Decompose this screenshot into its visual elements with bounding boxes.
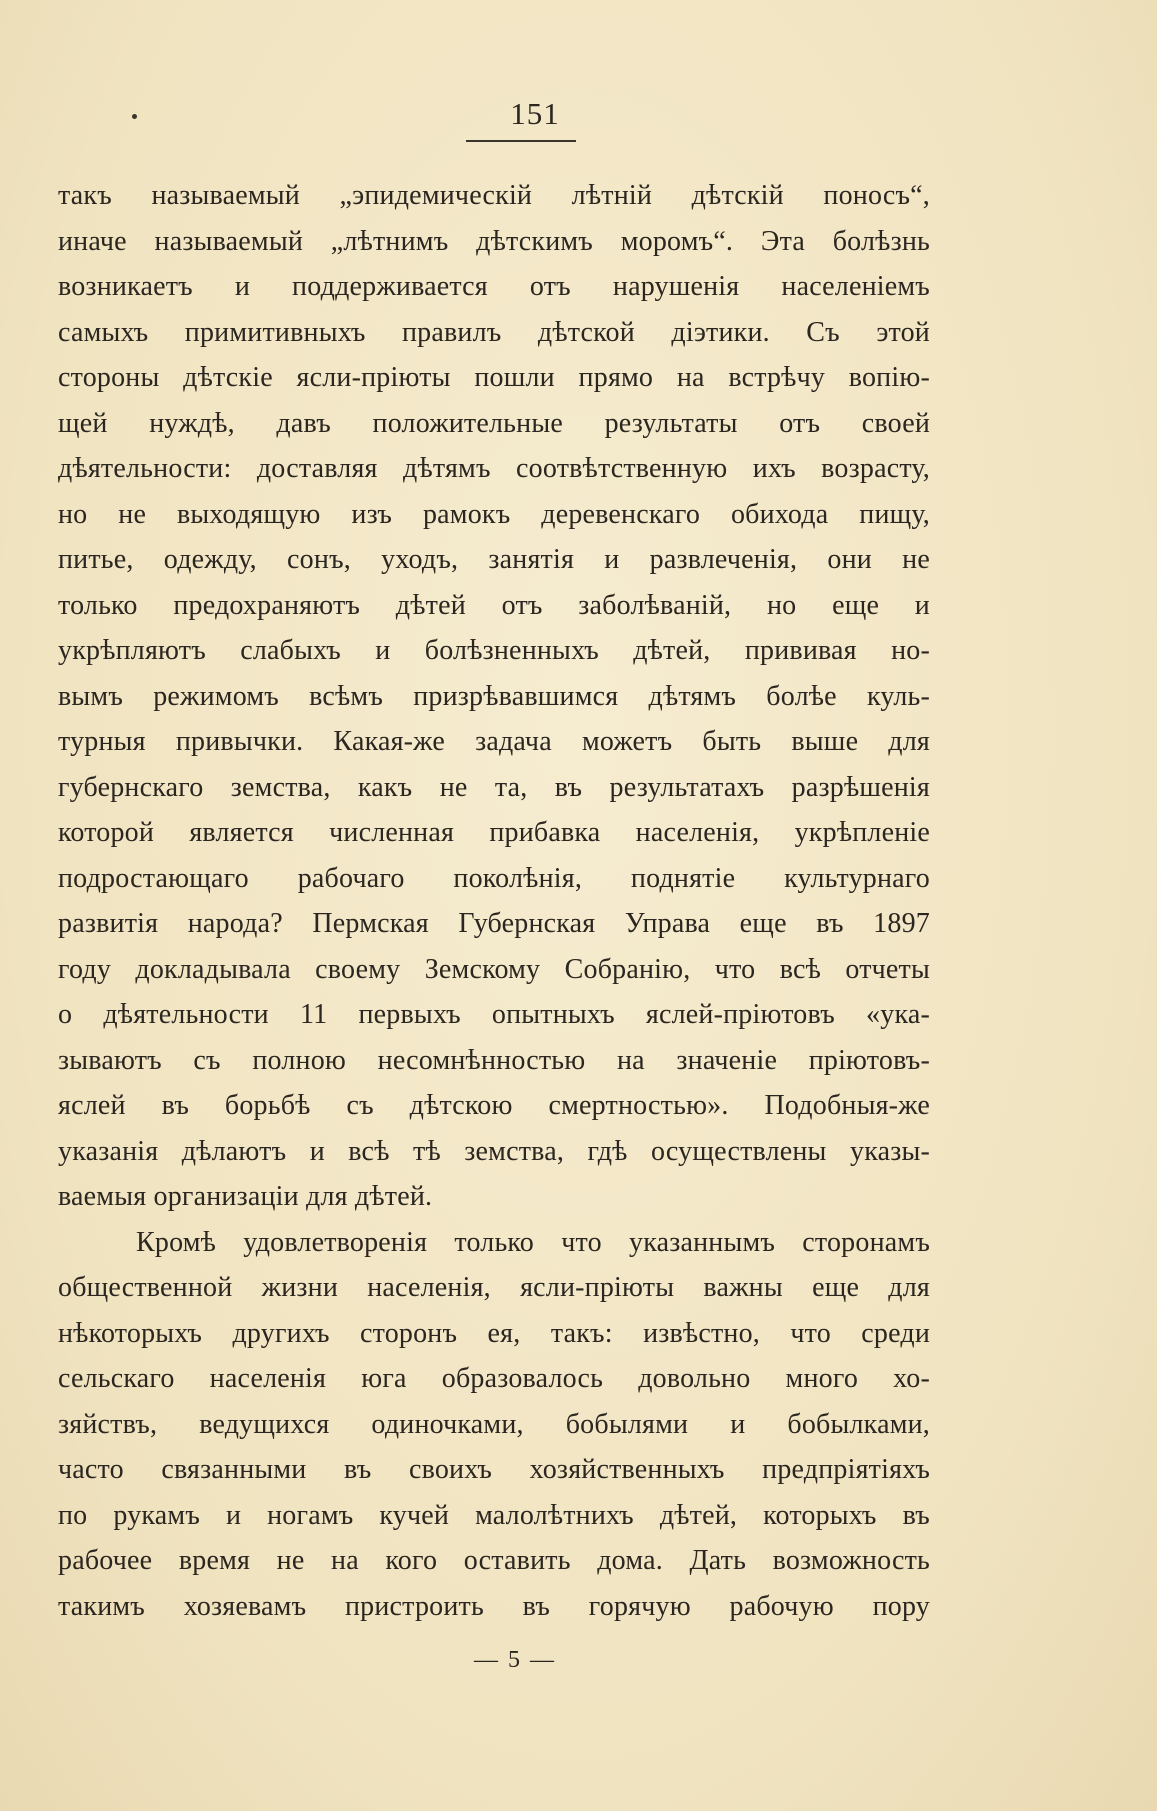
text-line: иначе называемый „лѣтнимъ дѣтскимъ моромъ“. Эта болѣзнь (58, 225, 930, 257)
text-line: часто связанными въ своихъ хозяйственныхъ предпріятіяхъ (58, 1454, 930, 1485)
text-line: указанія дѣлаютъ и всѣ тѣ земства, гдѣ осуществлены указы- (58, 1135, 930, 1167)
paragraph-start-line: Кромѣ удовлетворенія только что указаннымъ сторонамъ (136, 1226, 930, 1258)
text-line: зываютъ съ полною несомнѣнностью на значеніе пріютовъ- (58, 1044, 930, 1076)
text-line: губернскаго земства, какъ не та, въ результатахъ разрѣшенія (58, 771, 930, 803)
text-line: такъ называемый „эпидемическій лѣтній дѣтскій поносъ“, (58, 180, 930, 211)
text-line: укрѣпляютъ слабыхъ и болѣзненныхъ дѣтей, прививая но- (58, 635, 930, 666)
text-line: общественной жизни населенія, ясли-пріюты важны еще для (58, 1272, 930, 1303)
text-line: турныя привычки. Какая-же задача можетъ быть выше для (58, 726, 930, 757)
text-line: стороны дѣтскіе ясли-пріюты пошли прямо на встрѣчу вопію- (58, 362, 930, 393)
text-line: развитія народа? Пермская Губернская Управа еще въ 1897 (58, 908, 930, 939)
text-line: нѣкоторыхъ другихъ сторонъ ея, такъ: извѣстно, что среди (58, 1317, 930, 1349)
signature-mark: — 5 — (474, 1647, 556, 1673)
ink-dot (132, 114, 137, 119)
text-line: самыхъ примитивныхъ правилъ дѣтской діэтики. Съ этой (58, 316, 930, 348)
text-line: рабочее время не на кого оставить дома. Дать возможность (58, 1545, 930, 1576)
paragraph-end-line: ваемыя организаціи для дѣтей. (58, 1181, 433, 1212)
text-line: возникаетъ и поддерживается отъ нарушенія населеніемъ (58, 271, 930, 302)
body-text (58, 173, 930, 1629)
page-number: 151 (510, 96, 560, 131)
text-line: которой является численная прибавка населенія, укрѣпленіе (58, 817, 930, 848)
text-line: только предохраняютъ дѣтей отъ заболѣваній, но еще и (58, 589, 930, 621)
text-line: сельскаго населенія юга образовалось довольно много хо- (58, 1363, 930, 1394)
text-line: такимъ хозяевамъ пристроить въ горячую рабочую пору (58, 1590, 930, 1622)
text-line: но не выходящую изъ рамокъ деревенскаго обихода пищу, (58, 498, 930, 530)
text-line: году докладывала своему Земскому Собранію, что всѣ отчеты (58, 953, 930, 985)
text-line: яслей въ борьбѣ съ дѣтскою смертностью». Подобныя-же (58, 1090, 930, 1121)
text-line: о дѣятельности 11 первыхъ опытныхъ яслей-пріютовъ «ука- (58, 999, 930, 1030)
text-line: дѣятельности: доставляя дѣтямъ соотвѣтственную ихъ возрасту, (58, 453, 930, 484)
page-number-rule (466, 140, 576, 142)
text-line: питье, одежду, сонъ, уходъ, занятія и развлеченія, они не (58, 544, 930, 575)
text-line: подростающаго рабочаго поколѣнія, поднятіе культурнаго (58, 862, 930, 894)
text-line: щей нуждѣ, давъ положительные результаты отъ своей (58, 407, 930, 439)
text-line: зяйствъ, ведущихся одиночками, бобылями и бобылками, (58, 1408, 930, 1440)
text-line: вымъ режимомъ всѣмъ призрѣвавшимся дѣтямъ болѣе куль- (58, 680, 930, 712)
text-line: по рукамъ и ногамъ кучей малолѣтнихъ дѣтей, которыхъ въ (58, 1499, 930, 1531)
